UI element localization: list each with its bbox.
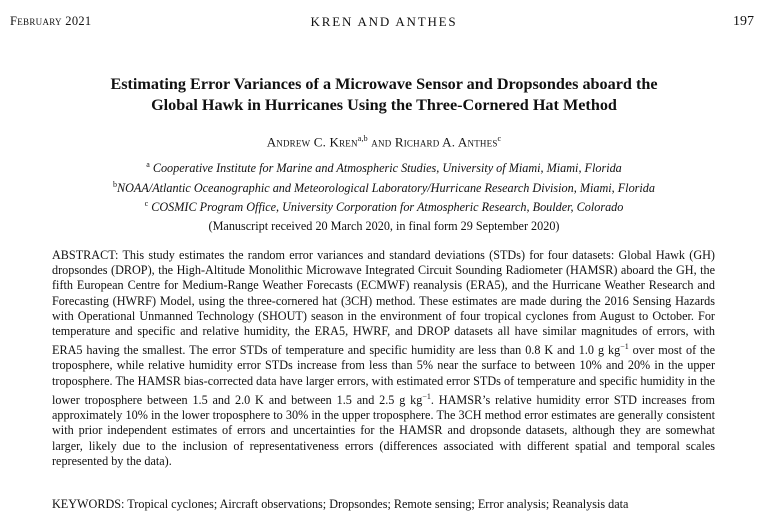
manuscript-dates: (Manuscript received 20 March 2020, in final form 29 September 2020) — [208, 219, 560, 233]
affiliation-a — [0, 157, 768, 177]
affiliation-c — [0, 196, 768, 216]
affiliation-b — [0, 177, 768, 197]
affiliation-b-text: NOAA/Atlantic Oceanographic and Meteorological Laboratory/Hurricane Research Division, Miami, Florida — [117, 180, 655, 195]
running-header-authors: KREN AND ANTHES — [310, 14, 458, 29]
affiliations — [0, 157, 768, 216]
keywords — [52, 497, 715, 512]
paper-title — [40, 74, 728, 116]
author-2-name: Richard A. Anthes — [394, 134, 498, 150]
author-connector: and — [371, 134, 392, 150]
abstract — [52, 248, 715, 469]
affiliation-a-mark: a — [146, 160, 150, 169]
running-header-date: February 2021 — [10, 14, 92, 28]
author-1-name: Andrew C. Kren — [266, 134, 358, 150]
abstract-text-2: over most of the troposphere, while relative humidity error STDs increase from less than 5% near the surface to between 10% and 20% in the upper troposphere. The HAMSR bias-corrected data have larger errors, with estimated error STDs of temperature and specific humidity in the lower troposphere between 1.5 and 2.0 K and between 1.5 and 2.5 g kg — [52, 343, 715, 407]
author-1-affil-marks: a,b — [357, 134, 368, 143]
abstract-exponent-1: −1 — [620, 342, 629, 352]
keywords-label: KEYWORDS: — [52, 497, 125, 511]
keywords-text: Tropical cyclones; Aircraft observations; Dropsondes; Remote sensing; Error analysis; Reanalysis data — [127, 497, 629, 511]
affiliation-a-text: Cooperative Institute for Marine and Atmospheric Studies, University of Miami, Miami, Florida — [152, 161, 622, 176]
title-line-2: Global Hawk in Hurricanes Using the Three-Cornered Hat Method — [151, 96, 617, 114]
page-number: 197 — [733, 14, 754, 29]
affiliation-c-text: COSMIC Program Office, University Corporation for Atmospheric Research, Boulder, Colorado — [151, 200, 624, 215]
abstract-exponent-2: −1 — [422, 391, 431, 401]
author-2-affil-marks: c — [497, 134, 502, 143]
abstract-text-1: This study estimates the random error variances and standard deviations (STDs) for four datasets: Global Hawk (GH) dropsondes (DROP), the High-Altitude Monolithic Microwave Integrated Circuit Sounding Radiometer (HAMSR) aboard the GH, the fifth European Centre for Medium-Range Weather Forecasts (ECMWF) reanalysis (ERA5), and the Hurricane Weather Research and Forecasting (HWRF) Model, using the three-cornered hat (3CH) method. These estimates are made during the 2016 Sensing Hazards with Operational Unmanned Technology (SHOUT) season in the environment of four tropical cyclones from August to October. For temperature and specific and relative humidity, the ERA5, HWRF, and DROP datasets all have similar magnitudes of errors, with ERA5 having the smallest. The error STDs of temperature and specific humidity are less than 0.8 K and 1.0 g kg — [52, 248, 715, 358]
author-byline — [0, 134, 768, 150]
abstract-label: ABSTRACT: — [52, 248, 119, 262]
title-line-1: Estimating Error Variances of a Microwave Sensor and Dropsondes aboard the — [110, 75, 658, 93]
affiliation-c-mark: c — [144, 199, 149, 209]
affiliation-b-mark: b — [113, 179, 117, 189]
abstract-text-3: . HAMSR’s relative humidity error STD increases from approximately 10% in the lower troposphere to 30% in the upper troposphere. The 3CH method error estimates are generally consistent with prior independent estimates of errors and uncertainties for the HAMSR and dropsonde datasets, although they are somewhat larger, likely due to the inclusion of representativeness errors (differences associated with different spatial and temporal scales represented by the data). — [52, 392, 715, 468]
